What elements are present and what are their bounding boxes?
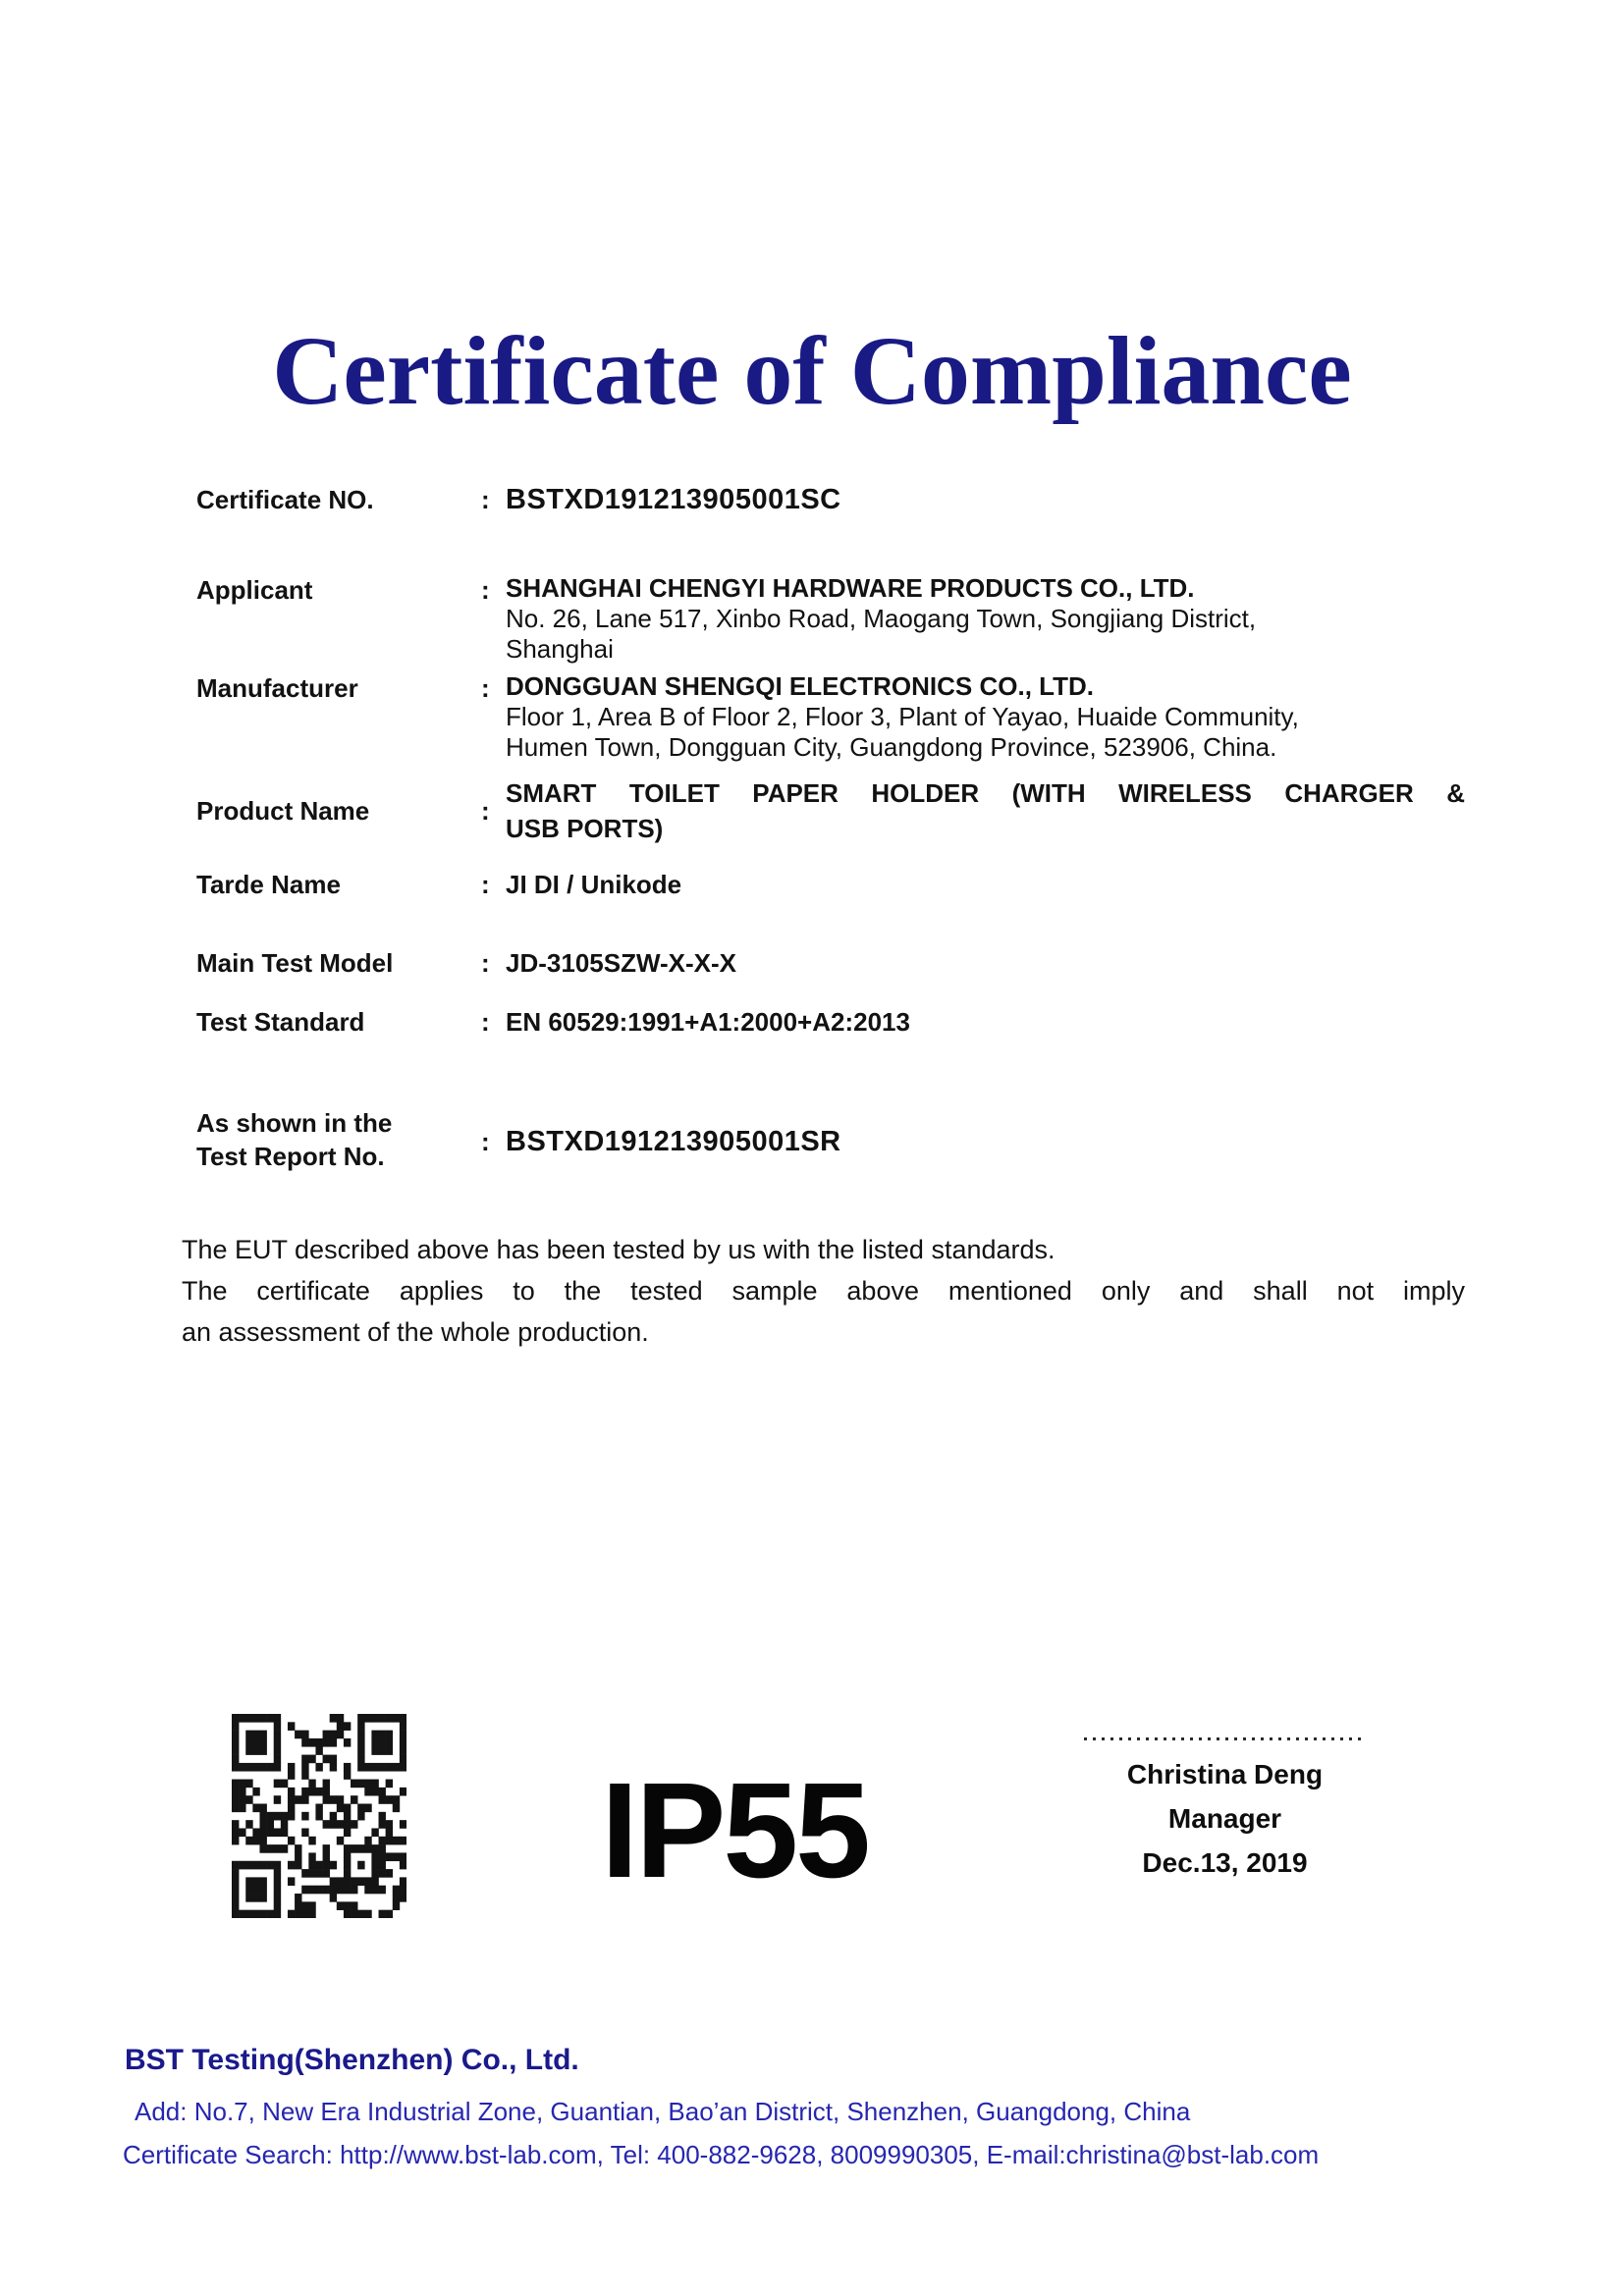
footer-search-line: Certificate Search: http://www.bst-lab.com, Tel: 400-882-9628, 8009990305, E-mail:christina@bst-lab.com: [123, 2140, 1320, 2169]
main-test-model-value: JD-3105SZW-X-X-X: [506, 948, 736, 978]
manufacturer-colon: :: [481, 673, 490, 703]
footer-address: Add: No.7, New Era Industrial Zone, Guantian, Bao’an District, Shenzhen, Guangdong, China: [135, 2097, 1191, 2126]
test-report-label-line: As shown in the: [196, 1108, 393, 1138]
product-name-colon: :: [481, 796, 490, 826]
signatory-role: Manager: [1167, 1803, 1282, 1834]
tarde-name-value: JI DI / Unikode: [506, 870, 682, 899]
manufacturer-address-line: Humen Town, Dongguan City, Guangdong Province, 523906, China.: [506, 732, 1277, 762]
signatory-name: Christina Deng: [1126, 1759, 1324, 1789]
test-report-value: BSTXD191213905001SR: [506, 1126, 841, 1157]
product-name-line: USB PORTS): [506, 814, 664, 843]
test-report-label: [196, 1106, 479, 1173]
test-report-label-line: Test Report No.: [196, 1142, 385, 1171]
applicant-company: SHANGHAI CHENGYI HARDWARE PRODUCTS CO., LTD.: [506, 573, 1195, 603]
certificate-no-colon: :: [481, 485, 490, 514]
statement-line: an assessment of the whole production.: [182, 1317, 649, 1347]
certificate-title: Certificate of Compliance: [272, 316, 1352, 425]
statement-line: The certificate applies to the tested sample above mentioned only and shall not imply: [182, 1276, 1465, 1306]
statement-line: The EUT described above has been tested by us with the listed standards.: [182, 1235, 1056, 1264]
footer-company-name: BST Testing(Shenzhen) Co., Ltd.: [125, 2044, 579, 2076]
certificate-no-value: BSTXD191213905001SC: [506, 484, 841, 515]
main-test-model-colon: :: [481, 948, 490, 978]
applicant-colon: :: [481, 575, 490, 605]
signature-dotted-line: [1084, 1737, 1366, 1740]
tarde-name-label: Tarde Name: [196, 870, 341, 899]
test-report-colon: :: [481, 1127, 490, 1156]
product-name-label: Product Name: [196, 796, 370, 826]
signature-date: Dec.13, 2019: [1142, 1847, 1308, 1878]
product-name-value: [506, 775, 1465, 846]
test-standard-colon: :: [481, 1007, 490, 1037]
manufacturer-value: [506, 671, 1465, 763]
manufacturer-company: DONGGUAN SHENGQI ELECTRONICS CO., LTD.: [506, 671, 1094, 701]
test-standard-value: EN 60529:1991+A1:2000+A2:2013: [506, 1007, 910, 1037]
manufacturer-label: Manufacturer: [196, 673, 358, 703]
signature-block: [1080, 1737, 1370, 1885]
tarde-name-colon: :: [481, 870, 490, 899]
test-standard-label: Test Standard: [196, 1007, 365, 1037]
statement-paragraph: [182, 1229, 1465, 1353]
applicant-value: [506, 573, 1465, 665]
qr-code: [232, 1714, 406, 1918]
manufacturer-address-line: Floor 1, Area B of Floor 2, Floor 3, Plant of Yayao, Huaide Community,: [506, 702, 1299, 731]
applicant-address-line: Shanghai: [506, 634, 614, 664]
applicant-label: Applicant: [196, 575, 313, 605]
ip-rating-text: IP55: [601, 1755, 868, 1906]
product-name-line: SMART TOILET PAPER HOLDER (WITH WIRELESS CHARGER &: [506, 778, 1465, 808]
certificate-no-label: Certificate NO.: [196, 485, 374, 514]
applicant-address-line: No. 26, Lane 517, Xinbo Road, Maogang Town, Songjiang District,: [506, 604, 1257, 633]
main-test-model-label: Main Test Model: [196, 948, 394, 978]
